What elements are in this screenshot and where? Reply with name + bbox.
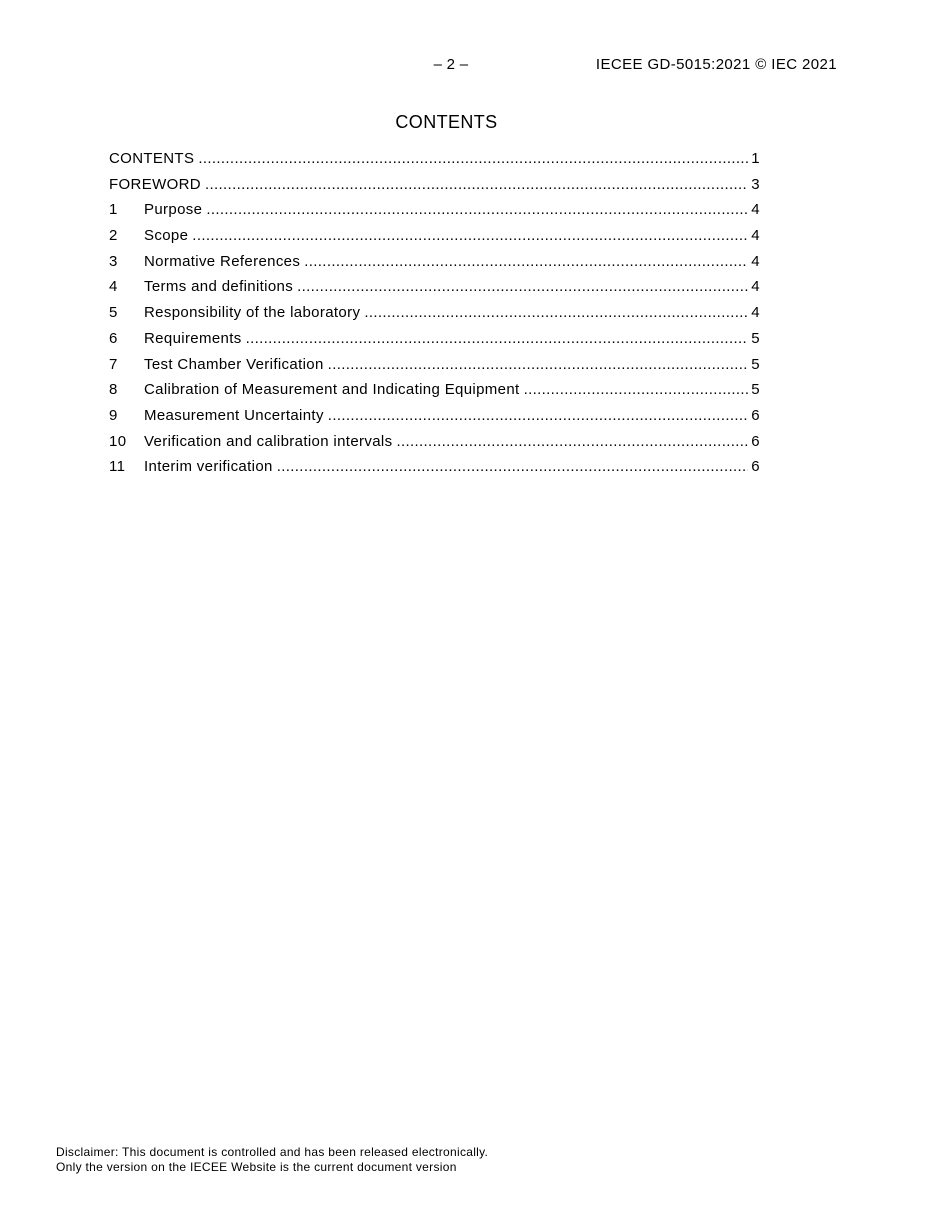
toc-entry-page: 6 — [751, 458, 760, 476]
toc-entry-number: 7 — [109, 355, 118, 373]
toc-dot-leader — [396, 429, 748, 455]
toc-entry-text: Interim verification — [144, 458, 273, 476]
toc-entry-text: Test Chamber Verification — [144, 355, 324, 373]
toc-entry-number: 1 — [109, 201, 118, 219]
toc-entry-purpose[interactable] — [109, 197, 760, 223]
toc-entry-number: 10 — [109, 432, 127, 450]
toc-entry-verification-intervals[interactable] — [109, 429, 760, 455]
disclaimer-line: Only the version on the IECEE Website is the current document version — [56, 1159, 457, 1174]
toc-entry-page: 4 — [751, 201, 760, 219]
toc-entry-text: Purpose — [144, 201, 203, 219]
toc-entry-number: 8 — [109, 381, 118, 399]
toc-title: CONTENTS — [395, 112, 498, 132]
toc-dot-leader — [304, 249, 748, 275]
toc-dot-leader — [192, 223, 748, 249]
toc-entry-text: Normative References — [144, 252, 301, 270]
toc-entry-page: 5 — [751, 355, 760, 373]
toc-entry-test-chamber-verification[interactable] — [109, 352, 760, 378]
toc-dot-leader — [364, 300, 748, 326]
toc-entry-text: Requirements — [144, 329, 242, 347]
toc-entry-number: 2 — [109, 227, 118, 245]
page-number: – 2 – — [433, 56, 469, 73]
toc-entry-responsibility[interactable] — [109, 300, 760, 326]
toc-entry-text: Scope — [144, 227, 189, 245]
toc-dot-leader — [524, 377, 749, 403]
disclaimer-line: Disclaimer: This document is controlled and has been released electronically. — [56, 1145, 489, 1159]
disclaimer — [56, 1145, 488, 1174]
toc-dot-leader — [328, 403, 749, 429]
toc-entry-text: Verification and calibration intervals — [144, 432, 393, 450]
toc-entry-number: 11 — [109, 458, 126, 476]
toc-dot-leader — [297, 274, 748, 300]
toc-entry-number: 4 — [109, 278, 118, 296]
toc-entry-measurement-uncertainty[interactable] — [109, 403, 760, 429]
toc-entry-page: 1 — [751, 150, 760, 167]
toc-entry-text: Responsibility of the laboratory — [144, 304, 361, 322]
toc-entry-text: Calibration of Measurement and Indicating Equipment — [144, 381, 520, 399]
toc-entry-text: CONTENTS — [109, 150, 195, 167]
toc-entry-text: FOREWORD — [109, 175, 201, 193]
toc-entry-number: 6 — [109, 329, 118, 347]
toc-entry-page: 6 — [751, 432, 760, 450]
toc-entry-scope[interactable] — [109, 223, 760, 249]
toc-entry-page: 4 — [751, 304, 760, 322]
toc-entry-number: 5 — [109, 304, 118, 322]
toc-entry-page: 4 — [751, 227, 760, 245]
toc-dot-leader — [277, 454, 749, 480]
toc-entry-page: 5 — [751, 329, 760, 347]
toc-dot-leader — [328, 352, 749, 378]
toc-dot-leader — [198, 146, 748, 172]
toc-entry-page: 3 — [751, 175, 760, 193]
toc-entry-normative-references[interactable] — [109, 249, 760, 275]
toc-dot-leader — [206, 197, 748, 223]
toc-entry-interim-verification[interactable] — [109, 454, 760, 480]
toc-entry-text: Terms and definitions — [144, 278, 294, 296]
toc-dot-leader — [246, 326, 749, 352]
toc-entry-calibration[interactable] — [109, 377, 760, 403]
toc-entry-number: 9 — [109, 406, 118, 424]
toc-entry-terms-and-definitions[interactable] — [109, 274, 760, 300]
toc-entry-page: 6 — [751, 406, 760, 424]
toc-entry-foreword[interactable] — [109, 172, 760, 198]
toc-entry-requirements[interactable] — [109, 326, 760, 352]
toc-dot-leader — [205, 172, 748, 198]
toc-entry-contents[interactable] — [109, 146, 760, 172]
table-of-contents — [109, 146, 760, 480]
toc-entry-text: Measurement Uncertainty — [144, 406, 324, 424]
toc-entry-page: 5 — [751, 381, 760, 399]
toc-entry-number: 3 — [109, 252, 118, 270]
document-identifier: IECEE GD-5015:2021 © IEC 2021 — [595, 56, 837, 73]
toc-entry-page: 4 — [751, 252, 760, 270]
toc-entry-page: 4 — [751, 278, 760, 296]
